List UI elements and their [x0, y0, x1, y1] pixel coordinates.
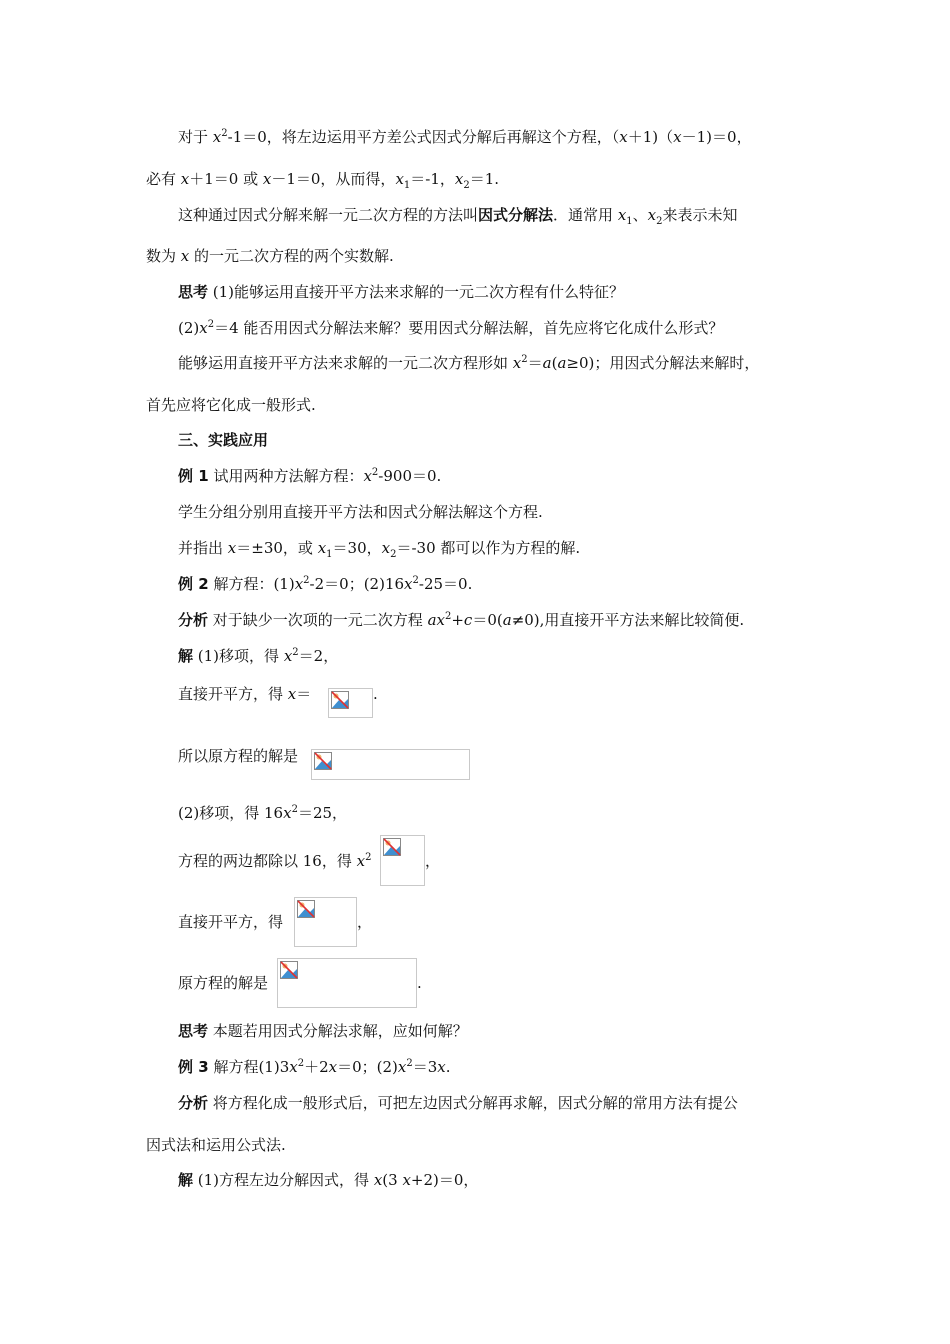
comma: ， [425, 852, 441, 870]
think-3: 思考 本题若用因式分解法求解，应如何解？ [178, 1022, 468, 1040]
broken-image-icon [383, 838, 401, 856]
period: . [417, 974, 422, 992]
example-3: 例 3 解方程$(1)3x^2+2x=0$；$(2)x^2=3x$. [178, 1058, 451, 1076]
paragraph-1: 对于 $x^2-1=0$，将左边运用平方差公式因式分解后再解这个方程，（x＋1)（x－1)＝0， [178, 128, 752, 146]
example-1: 例 1 试用两种方法解方程：$x^2-900=0$. [178, 467, 442, 485]
paragraph-3: 这种通过因式分解来解一元二次方程的方法叫因式分解法．通常用 $x_1$、$x_2$来表示未知 [178, 206, 738, 227]
formula-image [277, 958, 417, 1008]
solution-2-sqrt: 直接开平方，得 [178, 913, 284, 931]
solution-1-sqrt: 直接开平方，得 x＝ [178, 685, 312, 703]
example-2: 例 2 解方程：$(1)x^2-2=0$；$(2)16x^2-25=0$. [178, 575, 473, 593]
paragraph-6: 首先应将它化成一般形式. [146, 396, 316, 414]
analysis-2: 分析 将方程化成一般形式后，可把左边因式分解再求解，因式分解的常用方法有提公 [178, 1094, 738, 1112]
comma: ， [357, 913, 373, 931]
solution-1: 解 (1)移项，得 $x^2=2$， [178, 647, 339, 665]
broken-image-icon [297, 900, 315, 918]
think-1: 思考 (1)能够运用直接开平方法来求解的一元二次方程有什么特征？ [178, 283, 625, 301]
broken-image-icon [280, 961, 298, 979]
formula-image [294, 897, 357, 947]
analysis-2-cont: 因式法和运用公式法. [146, 1136, 286, 1154]
solution-2: (2)移项，得 $16x^2=25$， [178, 804, 348, 822]
paragraph-2: 必有 x＋1＝0 或 x－1＝0，从而得，$x_1=-1$，$x_2=1$. [146, 170, 500, 191]
formula-image [380, 835, 425, 886]
broken-image-icon [314, 752, 332, 770]
solution-2-divide: 方程的两边都除以 16，得 $x^2$ [178, 852, 372, 870]
broken-image-icon [331, 691, 349, 709]
paragraph-5: 能够运用直接开平方法来求解的一元二次方程形如 $x^2=a(a\ge 0)$；用因式分解法来解时， [178, 354, 760, 372]
analysis-1: 分析 对于缺少一次项的一元二次方程 $ax^2+c=0(a\ne 0)$,用直接开平方法来解比较简便. [178, 611, 745, 629]
example-1-text: 学生分组分别用直接开平方法和因式分解法解这个方程. [178, 503, 543, 521]
period: . [373, 685, 378, 703]
solution-2-result: 原方程的解是 [178, 974, 269, 992]
example-1-conclusion: 并指出 x＝±30，或 $x_1=30$，$x_2=-30$ 都可以作为方程的解. [178, 539, 581, 560]
section-heading: 三、实践应用 [178, 431, 269, 449]
solution-1-result: 所以原方程的解是 [178, 747, 299, 765]
term-factorization: 因式分解法 [478, 206, 554, 224]
solution-3: 解 (1)方程左边分解因式，得 x(3 x+2)＝0， [178, 1171, 479, 1189]
think-2: $(2)x^2=4$ 能否用因式分解法来解？要用因式分解法解，首先应将它化成什么形式？ [178, 319, 724, 337]
formula-image [311, 749, 470, 780]
formula-image [328, 688, 373, 718]
paragraph-4: 数为 x 的一元二次方程的两个实数解. [146, 247, 394, 265]
